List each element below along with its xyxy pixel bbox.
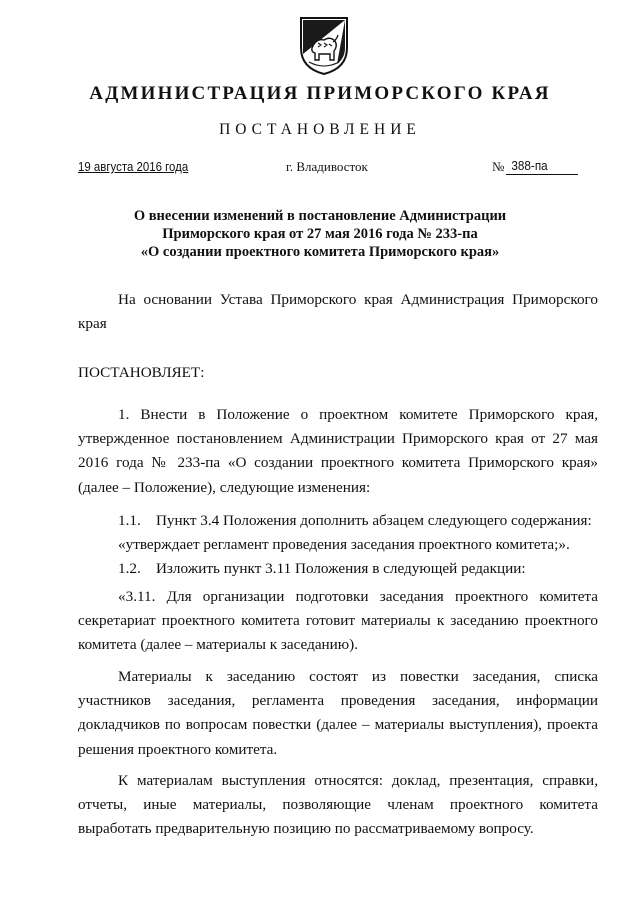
document-number: 388-па	[506, 158, 578, 175]
document-city: г. Владивосток	[286, 159, 368, 174]
paragraph-line: участников заседания, регламента проведения заседания, информации	[78, 692, 598, 710]
document-date: 19 августа 2016 года	[78, 159, 189, 174]
document-number-label: №	[492, 159, 505, 174]
paragraph-line: 1. Внести в Положение о проектном комитете Приморского края,	[118, 406, 598, 423]
paragraph-line: «утверждает регламент проведения заседания проектного комитета;».	[118, 536, 570, 554]
paragraph-line: На основании Устава Приморского края Администрация Приморского	[118, 291, 598, 308]
paragraph-line: 1.1. Пункт 3.4 Положения дополнить абзацем следующего содержания:	[118, 512, 592, 529]
subject-line: «О создании проектного комитета Приморского края»	[140, 244, 500, 260]
paragraph-line: 1.2. Изложить пункт 3.11 Положения в следующей редакции:	[118, 560, 526, 578]
paragraph-line: ПОСТАНОВЛЯЕТ:	[78, 364, 205, 381]
paragraph-line: решения проектного комитета.	[78, 740, 278, 758]
paragraph-line: докладчиков по вопросам повестки (далее – материалы выступления), проекта	[78, 716, 598, 734]
subject-line: О внесении изменений в постановление Администрации	[133, 208, 507, 224]
item-1-paragraph	[78, 403, 598, 500]
organization-title: АДМИНИСТРАЦИЯ ПРИМОРСКОГО КРАЯ	[89, 83, 551, 104]
paragraph-line: (далее – Положение), следующие изменения:	[78, 478, 371, 496]
document-type: ПОСТАНОВЛЕНИЕ	[219, 121, 421, 138]
paragraph-line: К материалам выступления относятся: доклад, презентация, справки,	[118, 772, 598, 789]
paragraph-line: отчеты, иные материалы, позволяющие членам проектного комитета	[78, 796, 598, 814]
paragraph-line: «3.11. Для организации подготовки заседания проектного комитета	[118, 588, 598, 605]
document-subject	[60, 207, 580, 261]
quote-3-11-paragraph	[78, 585, 598, 658]
decree-heading	[78, 361, 598, 385]
materials-paragraph	[78, 665, 598, 762]
basis-paragraph	[78, 288, 598, 336]
paragraph-line: секретариат проектного комитета готовит материалы к заседанию проектного	[78, 612, 598, 630]
paragraph-line: комитета (далее – материалы к заседанию).	[78, 636, 359, 654]
paragraph-line: выработать предварительную позицию по рассматриваемому вопросу.	[78, 820, 534, 838]
coat-of-arms-icon	[297, 14, 351, 76]
paragraph-line: утвержденное постановлением Администрации Приморского края от 27 мая	[78, 430, 598, 448]
item-1-1-paragraph	[78, 509, 598, 582]
paragraph-line: 2016 года № 233-па «О создании проектного комитета Приморского края»	[78, 454, 598, 472]
subject-line: Приморского края от 27 мая 2016 года № 233-па	[162, 226, 478, 242]
presentation-materials-paragraph	[78, 769, 598, 842]
paragraph-line: края	[78, 315, 107, 333]
paragraph-line: Материалы к заседанию состоят из повестки заседания, списка	[118, 668, 598, 685]
